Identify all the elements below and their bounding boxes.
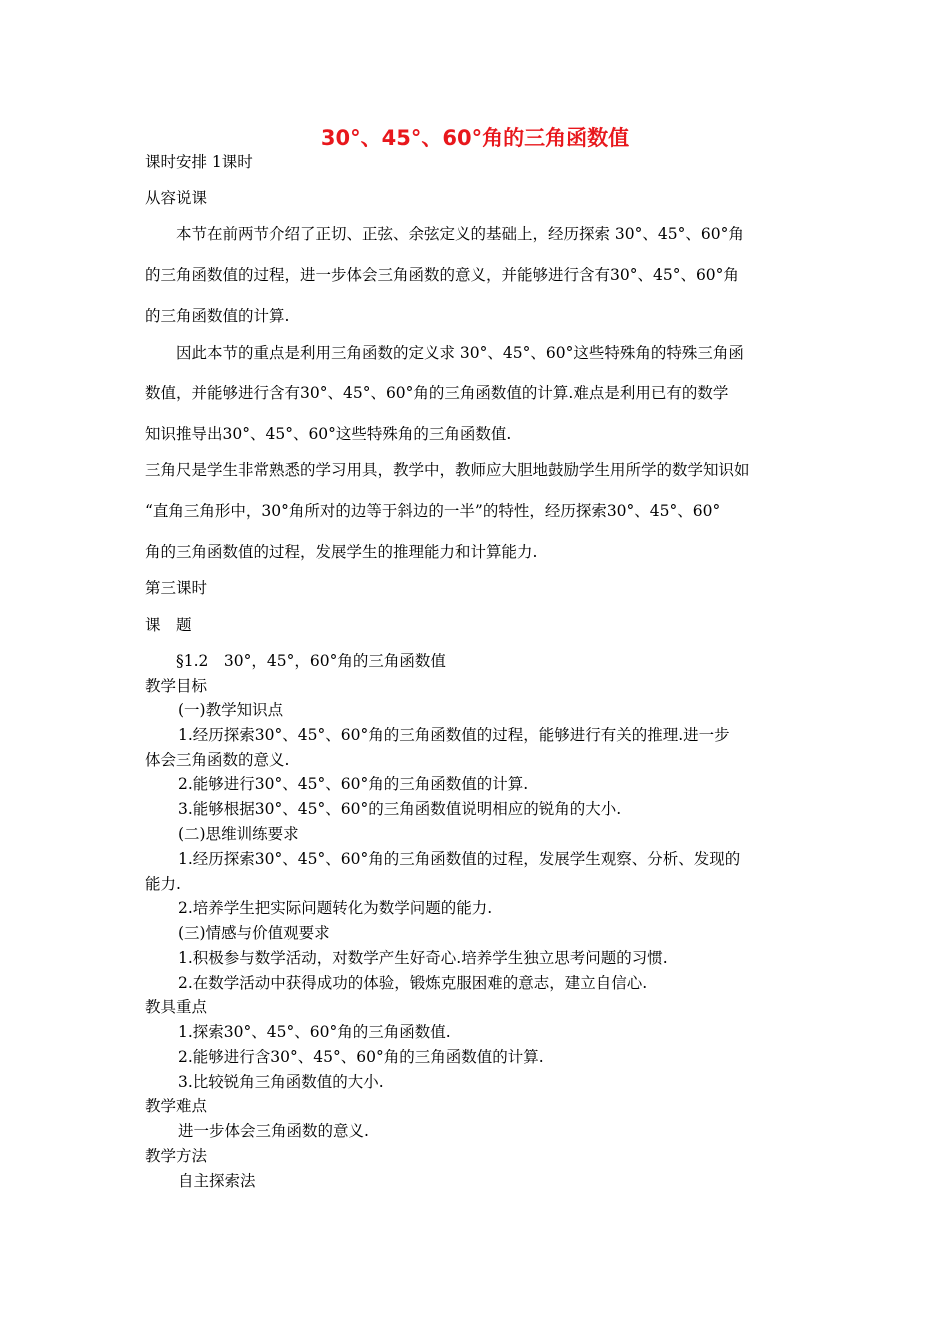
schedule-line: 课时安排 1课时: [145, 153, 253, 171]
paragraph-line: “直角三角形中，30°角所对的边等于斜边的一半”的特性，经历探索30°、45°、60°: [145, 502, 721, 520]
method-heading: 教学方法: [145, 1147, 208, 1165]
method-text: 自主探索法: [178, 1172, 256, 1190]
document-title: 30°、45°、60°角的三角函数值: [320, 126, 630, 150]
list-item: 1.探索30°、45°、60°角的三角函数值.: [178, 1023, 451, 1041]
list-item: 2.能够进行含30°、45°、60°角的三角函数值的计算.: [178, 1048, 544, 1066]
list-item: 2.培养学生把实际问题转化为数学问题的能力.: [178, 899, 493, 917]
paragraph-line: 数值，并能够进行含有30°、45°、60°角的三角函数值的计算.难点是利用已有的数学: [145, 384, 729, 402]
list-item: 3.比较锐角三角函数值的大小.: [178, 1073, 384, 1091]
paragraph-line: 本节在前两节介绍了正切、正弦、余弦定义的基础上，经历探索 30°、45°、60°角: [176, 225, 744, 243]
paragraph-line: 的三角函数值的计算.: [145, 307, 290, 325]
paragraph-line: 的三角函数值的过程，进一步体会三角函数的意义，并能够进行含有30°、45°、60°角: [145, 266, 739, 284]
list-item: 1.经历探索30°、45°、60°角的三角函数值的过程，发展学生观察、分析、发现的: [178, 850, 741, 868]
paragraph-line: 三角尺是学生非常熟悉的学习用具，教学中，教师应大胆地鼓励学生用所学的数学知识如: [145, 461, 750, 479]
topic-label: 课 题: [145, 616, 192, 634]
list-item: 2.在数学活动中获得成功的体验，锻炼克服困难的意志，建立自信心.: [178, 974, 648, 992]
section-heading: 从容说课: [145, 189, 208, 207]
list-item: 体会三角函数的意义.: [145, 751, 290, 769]
list-item: 2.能够进行30°、45°、60°角的三角函数值的计算.: [178, 775, 529, 793]
objectives-heading: 教学目标: [145, 677, 208, 695]
list-item: 能力.: [145, 875, 181, 893]
list-item: 1.积极参与数学活动，对数学产生好奇心.培养学生独立思考问题的习惯.: [178, 949, 668, 967]
key-points-heading: 教具重点: [145, 998, 208, 1016]
difficulty-heading: 教学难点: [145, 1097, 208, 1115]
paragraph-line: 因此本节的重点是利用三角函数的定义求 30°、45°、60°这些特殊角的特殊三角函: [176, 344, 744, 362]
difficulty-text: 进一步体会三角函数的意义.: [178, 1122, 369, 1140]
thinking-heading: (二)思维训练要求: [178, 825, 299, 843]
emotion-heading: (三)情感与价值观要求: [178, 924, 330, 942]
knowledge-heading: (一)教学知识点: [178, 701, 284, 719]
paragraph-line: 知识推导出30°、45°、60°这些特殊角的三角函数值.: [145, 425, 512, 443]
list-item: 1.经历探索30°、45°、60°角的三角函数值的过程，能够进行有关的推理.进一步: [178, 726, 730, 744]
lesson-label: 第三课时: [145, 579, 208, 597]
list-item: 3.能够根据30°、45°、60°的三角函数值说明相应的锐角的大小.: [178, 800, 622, 818]
topic-text: §1.2 30°，45°，60°角的三角函数值: [176, 652, 446, 670]
paragraph-line: 角的三角函数值的过程，发展学生的推理能力和计算能力.: [145, 543, 538, 561]
